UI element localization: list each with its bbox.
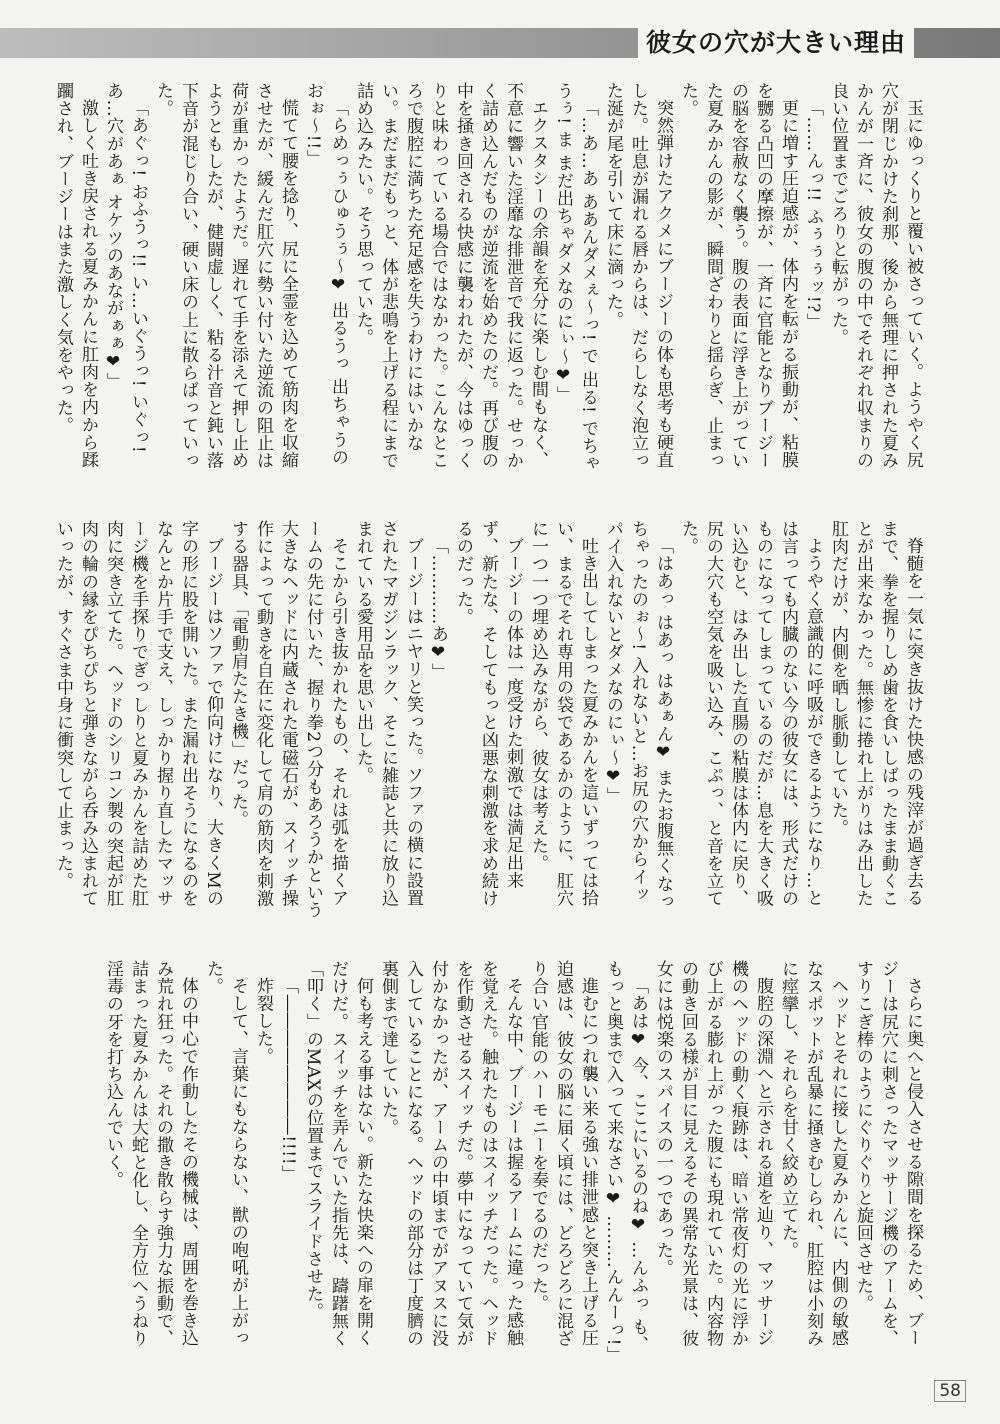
paragraph: 激しく吐き戻される夏みかんに肛肉を内から蹂躙され、ブージーはまた激しく気をやった。 — [53, 82, 98, 469]
paragraph: 炸裂した。 — [253, 977, 273, 1065]
paragraph: 「……んっ!! ふぅぅぅッ!?」 — [803, 99, 823, 331]
paragraph: そして、言葉にもならない、獣の咆吼が上がった。 — [203, 960, 248, 1347]
text-tier-middle — [53, 520, 925, 920]
paragraph: エクスタシーの余韻を充分に楽しむ間もなく、不意に響いた淫靡な排泄音で我に返った。せっかく詰め込んだものが逆流を始めたのだ。再び腹の中を掻き回される快感に襲われたが、今はゆっくりと味わっている場合ではなかった。こんなところで腹腔に満ちた充足感を失うわけにはいかない。まだまだもっと、体が悲鳴を上げる程にまで詰め込みたい。そう思っていた。 — [353, 82, 548, 470]
paragraph: 「あは❤ 今、ここにいるのね❤ …んふっ も、もっと奥まで入って来なさい❤ ………んんーっ!」 — [603, 960, 648, 1364]
paragraph: 「あぐっ! おふうっ!! い…いぐうっ! いぐっ! あ…穴があぁ オケツのあながぁぁ❤」 — [103, 82, 148, 454]
paragraph: 慌てて腰を捻り、尻に全霊を込めて筋肉を収縮させたが、緩んだ肛穴に勢い付いた逆流の阻止は荷が重かったようだ。遅れて手を添えて押し止めようともしたが、健闘虚しく、粘る汁音と鈍い落下音が混じり合い、硬い床の上に散らばっていった。 — [153, 82, 298, 470]
paragraph: 「…あ…あ ああんダメぇ～っ! で 出る! でちゃうぅ! ま まだ出ちゃダメなのにぃ～❤」 — [553, 82, 598, 473]
paragraph: そこから引き抜かれたもの、それは弧を描くアームの先に付いた、握り拳2つ分もあろうかという大きなヘッドに内蔵された電磁石が、スイッチ操作によって動きを自在に変化して肩の筋肉を刺激する器具、「電動肩たたき機」だった。 — [228, 520, 348, 919]
paragraph: 更に増す圧迫感が、体内を転がる振動が、粘膜を嬲る凸凹の摩擦が、一斉に官能となりブージーの脳を容赦なく襲う。腹の表面に浮き上がっていた夏みかんの影が、瞬間ざわりと揺らぎ、止まった。 — [678, 82, 798, 470]
paragraph: 「らめっぅひゅうぅ～❤ 出るうっ 出ちゃうのおぉ～!!」 — [303, 82, 348, 467]
paragraph: ブージーの体は一度受けた刺激では満足出来ず、新たな、そしてもっと凶悪な刺激を求め続けるのだった。 — [453, 520, 523, 908]
paragraph: 吐き出してしまった夏みかんを這いずっては拾い、まるでそれ専用の袋であるかのように、肛穴に一つ一つ埋め込みながら、彼女は考えた。 — [528, 520, 598, 908]
paragraph: 「…………あ❤」 — [428, 537, 448, 681]
paragraph: 何も考える事はない。新たな快楽への扉を開くだけだ。スイッチを弄んでいた指先は、躊躇無く「叩く」のMAXの位置までスライドさせた。 — [303, 960, 373, 1348]
paragraph: ヘッドとそれに接した夏みかんに、内側の敏感なスポットが乱暴に掻きむしられ、肛腔は小刻みに痙攣し、それらを甘く絞め立てた。 — [778, 960, 848, 1348]
text-tier-top — [53, 82, 925, 482]
paragraph: 「はあっ はあっ はあぁん❤ またお腹無くなっちゃったのぉ～! 入れないと…お尻の穴からイッパイ入れないとダメなのにぃ～❤」 — [603, 520, 673, 911]
page-number: 58 — [934, 1380, 966, 1402]
paragraph: さらに奥へと侵入させる隙間を探るため、ブージーは尻穴に刺さったマッサージ機のアームを、すりこぎ棒のようにぐりぐりと旋回させた。 — [853, 960, 923, 1348]
paragraph: 玉にゆっくりと覆い被さっていく。ようやく尻穴が閉じかけた刹那、後から無理に押された夏みかんが一斉に、彼女の腹の中でそれぞれ収まりの良い位置までごろりと転がった。 — [828, 82, 923, 470]
paragraph: そんな中、ブージーは握るアームに違った感触を覚えた。触れたものはスイッチだった。ヘッドを作動させるスイッチだ。夢中になっていて気が付かなかったが、アームの中頃までがアヌスに没入していることになる。ヘッドの部分は丁度臍の裏側まで達していた。 — [378, 960, 523, 1348]
text-tier-bottom — [80, 960, 925, 1364]
page-header-title: 彼女の穴が大きい理由 — [638, 24, 914, 62]
paragraph: ブージーはニヤリと笑った。ソファの横に設置されたマガジンラック、そこに雑誌と共に放り込まれている愛用品を思い出した。 — [353, 520, 423, 908]
paragraph: 「――――――――!!!!」 — [278, 977, 298, 1183]
paragraph: ブージーはソファで仰向けになり、大きくMの字の形に股を開いた。また漏れ出そうになるのをなんとか片手で支え、しっかり握り直したマッサージ機を手探りでぎっしりと夏みかんを詰めた肛肉に突き立てた。ヘッドのシリコン製の突起が肛肉の輪の縁をぴちぴちと弾きながら呑み込まれていったが、すぐさま中身に衝突して止まった。 — [53, 520, 223, 908]
paragraph: ようやく意識的に呼吸ができるようになり…とは言っても内臓のない今の彼女には、形式だけのものになってしまっているのだが…息を大きく吸い込むと、はみ出した直腸の粘膜は体内に戻り、尻の大穴も空気を吸い込み、こぷっ、と音を立てた。 — [678, 520, 823, 908]
paragraph: 体の中心で作動したその機械は、周囲を巻き込み荒れ狂った。それの撒き散らす強力な振動で、詰まった夏みかんは大蛇と化し、全方位へうねり淫毒の牙を打ち込んでいく。 — [103, 960, 198, 1348]
paragraph: 腹腔の深淵へと示される道を辿り、マッサージ機のヘッドの動く痕跡は、暗い常夜灯の光に浮かび上がる膨れ上がった腹にも現れていた。内容物の動き回る様が目に見えるその異常な光景は、彼女には悦楽のスパイスの一つであった。 — [653, 960, 773, 1348]
paragraph: 進むにつれ襲い来る強い排泄感と突き上げる圧迫感は、彼女の脳に届く頃には、どろどろに混ざり合い官能のハーモニーを奏でるのだった。 — [528, 960, 598, 1348]
paragraph: 脊髄を一気に突き抜けた快感の残滓が過ぎ去るまで、拳を握りしめ歯を食いしばったまま動くことが出来なかった。無惨に捲れ上がりはみ出した肛肉だけが、内側を晒し脈動していた。 — [828, 520, 923, 908]
paragraph: 突然弾けたアクメにブージーの体も思考も硬直した。吐息が漏れる唇からは、だらしなく泡立った涎が尾を引いて床に滴った。 — [603, 82, 673, 470]
